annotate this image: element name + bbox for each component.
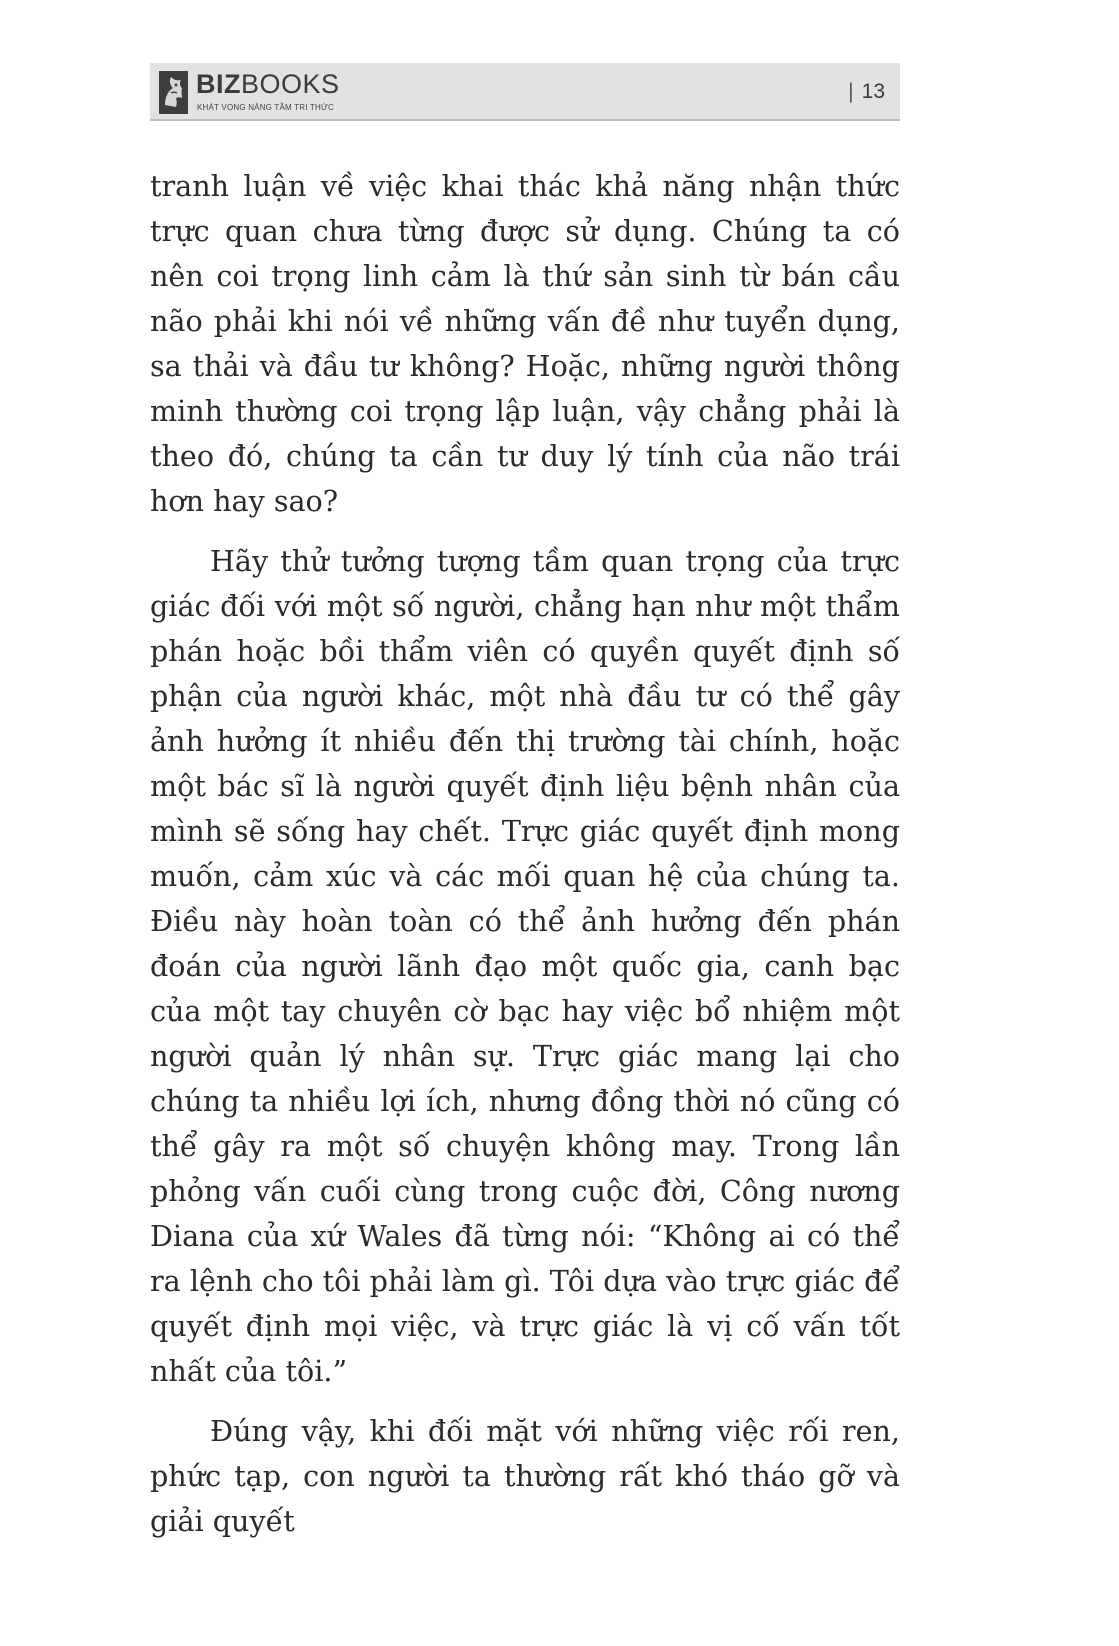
- paragraph-3: Đúng vậy, khi đối mặt với những việc rối ren, phức tạp, con người ta thường rất khó tháo gỡ và giải quyết: [150, 1414, 900, 1538]
- page-number-block: [848, 80, 885, 104]
- page-number-separator: |: [848, 80, 854, 103]
- brand-name-light: BOOKS: [241, 69, 340, 99]
- paragraph-2: Hãy thử tưởng tượng tầm quan trọng của trực giác đối với một số người, chẳng hạn như một thẩm phán hoặc bồi thẩm viên có quyền quyết định số phận của người khác, một nhà đầu tư có thể gây ảnh hưởng ít nhiều đến thị trường tài chính, hoặc một bác sĩ là người quyết định liệu bệnh nhân của mình sẽ sống hay chết. Trực giác quyết định mong muốn, cảm xúc và các mối quan hệ của chúng ta. Điều này hoàn toàn có thể ảnh hưởng đến phán đoán của người lãnh đạo một quốc gia, canh bạc của một tay chuyên cờ bạc hay việc bổ nhiệm một người quản lý nhân sự. Trực giác mang lại cho chúng ta nhiều lợi ích, nhưng đồng thời nó cũng có thể gây ra một số chuyện không may. Trong lần phỏng vấn cuối cùng trong cuộc đời, Công nương Diana của xứ Wales đã từng nói: “Không ai có thể ra lệnh cho tôi phải làm gì. Tôi dựa vào trực giác để quyết định mọi việc, và trực giác là vị cố vấn tốt nhất của tôi.”: [150, 544, 900, 1388]
- brand-name-bold: BIZ: [196, 69, 241, 99]
- brand-tagline: KHÁT VỌNG NÂNG TẦM TRI THỨC: [197, 103, 334, 112]
- bizbooks-logo-icon: [159, 71, 188, 114]
- header-rule: [150, 119, 900, 121]
- running-header: [150, 63, 900, 121]
- paragraph-1: tranh luận về việc khai thác khả năng nhận thức trực quan chưa từng được sử dụng. Chúng ta có nên coi trọng linh cảm là thứ sản sinh từ bán cầu não phải khi nói về những vấn đề như tuyển dụng, sa thải và đầu tư không? Hoặc, những người thông minh thường coi trọng lập luận, vậy chẳng phải là theo đó, chúng ta cần tư duy lý tính của não trái hơn hay sao?: [150, 169, 900, 518]
- page-number: 13: [861, 80, 885, 103]
- body-text: [150, 164, 900, 1544]
- brand-name: [196, 69, 340, 99]
